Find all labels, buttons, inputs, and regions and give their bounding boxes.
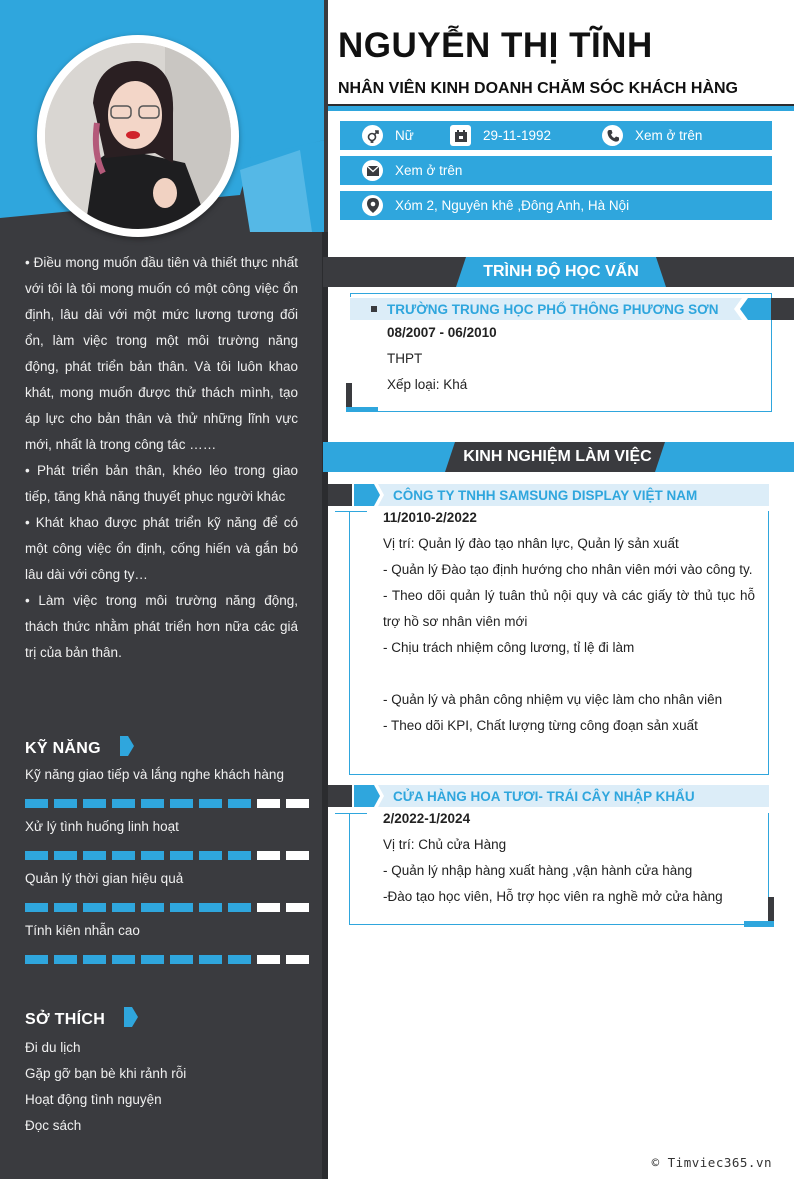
education-degree: THPT <box>387 351 423 366</box>
skill-item <box>25 766 315 808</box>
education-heading: TRÌNH ĐỘ HỌC VẤN <box>483 263 639 280</box>
job-period: 2/2022-1/2024 <box>383 811 471 826</box>
skill-level-segment <box>54 799 77 808</box>
skill-level-segment <box>25 851 48 860</box>
skill-name: Tính kiên nhẫn cao <box>25 923 140 938</box>
skill-level-segment <box>112 799 135 808</box>
skill-level-segment <box>25 903 48 912</box>
skill-level-segment <box>228 851 251 860</box>
skill-item <box>25 870 315 912</box>
skill-name: Xử lý tình huống linh hoạt <box>25 819 179 834</box>
skill-name: Kỹ năng giao tiếp và lắng nghe khách hàng <box>25 767 284 782</box>
email-icon <box>362 160 383 181</box>
phone-icon <box>602 125 623 146</box>
skill-level-segment <box>83 955 106 964</box>
job-line: Vị trí: Quản lý đào tạo nhân lực, Quản lý sản xuất <box>383 536 679 551</box>
company-name: CỬA HÀNG HOA TƯƠI- TRÁI CÂY NHẬP KHẨU <box>393 788 695 804</box>
skill-item <box>25 818 315 860</box>
gender-field <box>362 125 450 146</box>
job-line: - Theo dõi quản lý tuân thủ nội quy và các giấy tờ thủ tục hỗ trợ hồ sơ nhân viên mới <box>383 588 755 629</box>
corner-accent <box>744 921 774 927</box>
skill-level-segment <box>141 799 164 808</box>
contact-row <box>340 191 772 220</box>
experience-heading: KINH NGHIỆM LÀM VIỆC <box>463 448 652 465</box>
skill-level-segment <box>286 903 309 912</box>
skill-level-segment <box>228 955 251 964</box>
skill-level-segment <box>170 955 193 964</box>
hobbies-list <box>25 1035 186 1139</box>
title-divider <box>328 106 794 111</box>
candidate-name: NGUYỄN THỊ TĨNH <box>338 26 653 65</box>
skill-level-segment <box>257 955 280 964</box>
location-icon <box>362 195 383 216</box>
skill-level-segment <box>228 799 251 808</box>
skill-level-segment <box>228 903 251 912</box>
skill-level-segment <box>257 903 280 912</box>
skill-level-segment <box>141 903 164 912</box>
skill-level-segment <box>83 799 106 808</box>
hobby-item: Đi du lịch <box>25 1040 81 1055</box>
skill-level-segment <box>286 851 309 860</box>
job-period: 11/2010-2/2022 <box>383 510 477 525</box>
skill-level-segment <box>141 955 164 964</box>
birthday-value: 29-11-1992 <box>483 128 552 143</box>
skill-level-bar <box>25 799 315 808</box>
objective-paragraph: • Phát triển bản thân, khéo léo trong giao tiếp, tăng khả năng thuyết phục người khác <box>25 463 298 504</box>
school-name: TRƯỜNG TRUNG HỌC PHỔ THÔNG PHƯƠNG SƠN <box>387 301 719 317</box>
job-title: NHÂN VIÊN KINH DOANH CHĂM SÓC KHÁCH HÀNG <box>338 80 738 97</box>
objective-paragraph: • Làm việc trong môi trường năng động, thách thức nhằm phát triển hơn nữa các giá trị của bản thân. <box>25 593 298 660</box>
hobbies-title: SỞ THÍCH <box>25 1011 106 1028</box>
skill-level-segment <box>112 903 135 912</box>
skill-level-segment <box>54 955 77 964</box>
corner-accent <box>346 383 352 407</box>
job-details <box>383 505 755 739</box>
skill-level-segment <box>25 955 48 964</box>
skill-level-segment <box>286 955 309 964</box>
skill-level-segment <box>199 799 222 808</box>
company-name: CÔNG TY TNHH SAMSUNG DISPLAY VIỆT NAM <box>393 487 698 503</box>
skills-heading <box>25 736 134 761</box>
job-details <box>383 806 763 910</box>
footer-credit: © Timviec365.vn <box>651 1155 772 1170</box>
skill-level-segment <box>199 851 222 860</box>
skill-level-segment <box>257 851 280 860</box>
education-details <box>387 320 497 398</box>
education-grade: Xếp loại: Khá <box>387 377 468 392</box>
job-line <box>383 661 755 687</box>
skill-level-segment <box>170 799 193 808</box>
skill-level-segment <box>286 799 309 808</box>
skill-item <box>25 922 315 964</box>
skill-level-segment <box>54 851 77 860</box>
calendar-icon <box>450 125 471 146</box>
hobbies-heading <box>25 1007 138 1032</box>
job-line: - Quản lý nhập hàng xuất hàng ,vận hành cửa hàng <box>383 863 693 878</box>
skill-level-bar <box>25 903 315 912</box>
skill-level-bar <box>25 955 315 964</box>
skill-level-segment <box>54 903 77 912</box>
skill-level-segment <box>170 851 193 860</box>
hobby-item: Gặp gỡ bạn bè khi rảnh rỗi <box>25 1066 187 1081</box>
job-line: - Theo dõi KPI, Chất lượng từng công đoạn sản xuất <box>383 718 698 733</box>
frame-tick <box>350 293 351 297</box>
arrow-icon <box>120 736 134 761</box>
skill-level-segment <box>25 799 48 808</box>
hobby-item: Hoạt động tình nguyện <box>25 1092 162 1107</box>
gender-value: Nữ <box>395 128 414 143</box>
skill-level-segment <box>83 851 106 860</box>
skill-level-bar <box>25 851 315 860</box>
job-line: - Quản lý Đào tạo định hướng cho nhân viên mới vào công ty. <box>383 562 753 577</box>
gender-icon <box>362 125 383 146</box>
skill-level-segment <box>199 903 222 912</box>
job-line: - Chịu trách nhiệm công lương, tỉ lệ đi làm <box>383 640 635 655</box>
career-objective <box>25 250 298 666</box>
contact-row <box>340 121 772 150</box>
job-line: Vị trí: Chủ cửa Hàng <box>383 837 507 852</box>
address-field <box>362 195 629 216</box>
skill-name: Quản lý thời gian hiệu quả <box>25 871 184 886</box>
skill-level-segment <box>83 903 106 912</box>
avatar <box>45 43 231 229</box>
objective-paragraph: • Khát khao được phát triển kỹ năng để có một công việc ổn định, cống hiến và gắn bó lâu dài với công ty… <box>25 515 298 582</box>
bullet-icon <box>371 306 377 312</box>
skill-level-segment <box>199 955 222 964</box>
sidebar-edge <box>322 232 328 1179</box>
skill-level-segment <box>257 799 280 808</box>
arrow-icon <box>124 1007 138 1032</box>
skill-level-segment <box>170 903 193 912</box>
job-line: -Đào tạo học viên, Hỗ trợ học viên ra nghề mở cửa hàng <box>383 889 723 904</box>
birthday-field <box>450 125 602 146</box>
corner-accent <box>346 407 378 412</box>
skill-level-segment <box>112 851 135 860</box>
phone-field <box>602 125 702 146</box>
education-period: 08/2007 - 06/2010 <box>387 325 497 340</box>
email-value: Xem ở trên <box>395 163 463 178</box>
contact-row <box>340 156 772 185</box>
objective-paragraph: • Điều mong muốn đầu tiên và thiết thực nhất với tôi là tôi mong muốn có một công việc ổn định, lâu dài với một mức lương tương đối ổn, làm việc trong một môi trường năng động, phát triển bản thân. Và tôi luôn khao khát, mong muốn được thử thách mình, tạo áp lực cho bản thân và thử những lĩnh vực mới, nhất là trong công tác …… <box>25 255 298 452</box>
hobby-item: Đọc sách <box>25 1118 82 1133</box>
skill-level-segment <box>141 851 164 860</box>
skill-level-segment <box>112 955 135 964</box>
email-field <box>362 160 462 181</box>
job-line: - Quản lý và phân công nhiệm vụ việc làm cho nhân viên <box>383 692 723 707</box>
skills-title: KỸ NĂNG <box>25 740 101 757</box>
address-value: Xóm 2, Nguyên khê ,Đông Anh, Hà Nội <box>395 198 630 213</box>
phone-value: Xem ở trên <box>635 128 703 143</box>
